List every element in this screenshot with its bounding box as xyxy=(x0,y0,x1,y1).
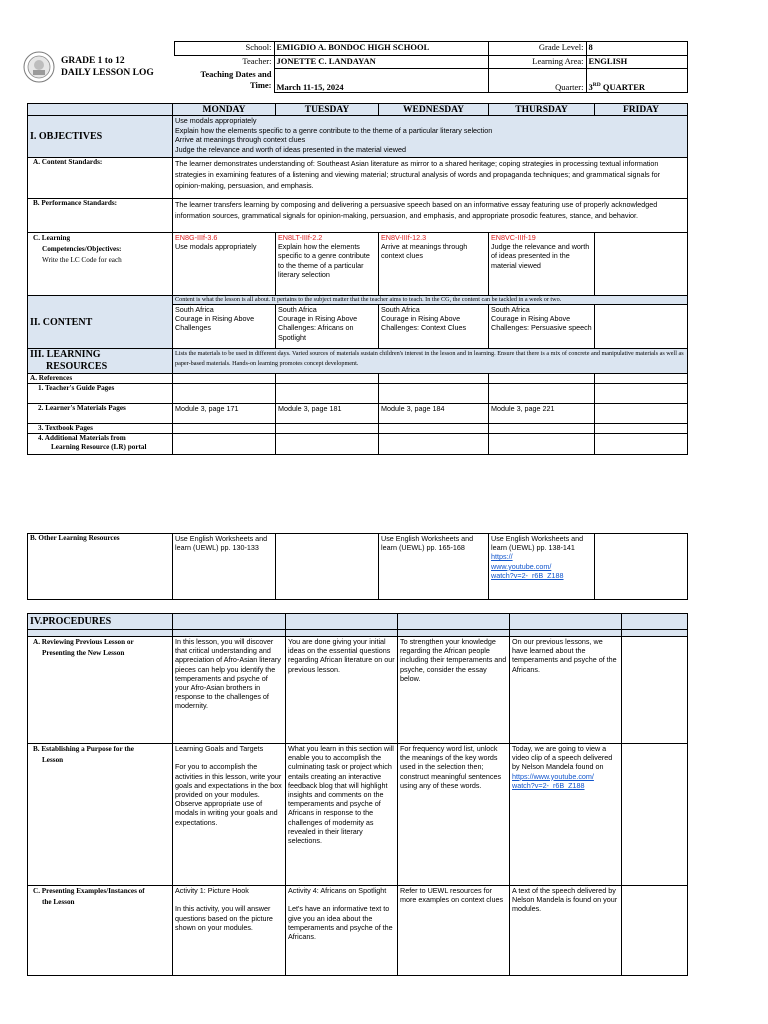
day-header-monday: MONDAY xyxy=(173,104,276,116)
purpose-thursday xyxy=(510,744,622,886)
quarter-suffix: RD xyxy=(592,81,601,88)
examples-friday xyxy=(622,886,688,976)
competencies-label-line3: Write the LC Code for each xyxy=(42,256,122,264)
content-wednesday: South Africa Courage in Rising Above Challenges: Context Clues xyxy=(379,305,489,349)
other-wednesday: Use English Worksheets and learn (UEWL) pp. 165-168 xyxy=(379,534,489,600)
school-label: School: xyxy=(174,42,274,56)
objectives-text xyxy=(173,116,688,158)
purpose-tuesday: What you learn in this section will enable you to accomplish the culminating task or project which entails creating an interactive feedback blog that will highlight insights and comments on the temperaments and psyche of Africans in response to the challenges of modernity as revealed in their literary selections. xyxy=(286,744,398,886)
quarter-number: 3 xyxy=(588,81,593,92)
mandela-video-link[interactable]: https://www.youtube.com/ watch?v=2-_r6B_Z188 xyxy=(512,771,594,790)
competency-friday xyxy=(595,233,688,296)
presenting-examples-label xyxy=(28,886,173,976)
school-value: EMIGDIO A. BONDOC HIGH SCHOOL xyxy=(274,42,488,56)
day-header-tuesday: TUESDAY xyxy=(276,104,379,116)
purpose-thursday-text: Today, we are going to view a video clip of a speech delivered by Nelson Mandela found on xyxy=(512,744,613,772)
title-daily-lesson-log: DAILY LESSON LOG xyxy=(61,68,154,78)
other-friday xyxy=(595,534,688,600)
reviewing-lesson-label-line1: A. Reviewing Previous Lesson or xyxy=(33,638,134,646)
competency-text: Explain how the elements specific to a genre contribute to the theme of a particular literary selection xyxy=(278,242,370,279)
learning-resources-label-line2: RESOURCES xyxy=(46,361,108,372)
day-header-friday: FRIDAY xyxy=(595,104,688,116)
quarter-word: QUARTER xyxy=(600,81,646,92)
learning-area-value: ENGLISH xyxy=(586,56,687,69)
textbook-pages-label: 3. Textbook Pages xyxy=(28,424,173,434)
competencies-label-line2: Competencies/Objectives: xyxy=(42,245,122,253)
content-note: Content is what the lesson is all about. It pertains to the subject matter that the teacher aims to teach. In the CG, the content can be tackled in a week or two. xyxy=(173,296,688,305)
competency-text: Judge the relevance and worth of ideas presented in the material viewed xyxy=(491,242,590,270)
other-thursday-text: Use English Worksheets and learn (UEWL) pp. 138-141 xyxy=(491,534,584,553)
establishing-purpose-label-line1: B. Establishing a Purpose for the xyxy=(33,745,134,753)
performance-standards-text: The learner transfers learning by composing and delivering a persuasive speech based on an informative essay featuring use of properly acknowledged information sources, grammatical signals for opinion-making, persuasion, and emphasis, and appropriate prosodic features, stance, and behavior. xyxy=(173,199,688,233)
performance-standards-label: B. Performance Standards: xyxy=(28,199,173,233)
review-tuesday: You are done giving your initial ideas on the essential questions regarding African literature on our previous lesson. xyxy=(286,637,398,744)
review-thursday: On our previous lessons, we have learned about the temperaments and psyche of the Africans. xyxy=(510,637,622,744)
content-standards-text: The learner demonstrates understanding of: Southeast Asian literature as mirror to a shared heritage; coping strategies in processing textual information strategies in examining features of a listening and viewing material; structural analysis of words and propaganda techniques; and grammatical signals for opinion-making, persuasion, and emphasis. xyxy=(173,158,688,199)
lc-code: EN8V-IIIf-12.3 xyxy=(381,233,427,242)
quarter-value xyxy=(586,69,687,93)
competency-wednesday xyxy=(379,233,489,296)
objectives-label: I. OBJECTIVES xyxy=(28,116,173,158)
grade-level-label: Grade Level: xyxy=(488,42,586,56)
objective-line: Explain how the elements specific to a genre contribute to the theme of a particular literary selection xyxy=(175,125,493,135)
purpose-wednesday: For frequency word list, unlock the meanings of the key words used in the selection then; construct meaningful sentences using any of these words. xyxy=(398,744,510,886)
days-header-blank xyxy=(28,104,173,116)
review-wednesday: To strengthen your knowledge regarding the African people including their temperaments and psyche, consider the essay below. xyxy=(398,637,510,744)
purpose-friday xyxy=(622,744,688,886)
teaching-dates-label xyxy=(174,69,274,93)
content-friday xyxy=(595,305,688,349)
quarter-label: Quarter: xyxy=(488,69,586,93)
lm-friday xyxy=(595,404,688,424)
learning-area-label: Learning Area: xyxy=(488,56,586,69)
teaching-dates-label-line1: Teaching Dates and xyxy=(200,68,272,79)
lm-wednesday: Module 3, page 184 xyxy=(379,404,489,424)
content-standards-label: A. Content Standards: xyxy=(28,158,173,199)
presenting-examples-label-line2: the Lesson xyxy=(42,898,75,906)
logo-cell xyxy=(23,42,174,93)
procedures-table xyxy=(27,613,688,976)
additional-materials-line2: Learning Resource (LR) portal xyxy=(51,443,147,451)
resources-note: Lists the materials to be used in different days. Varied sources of materials sustain children's interest in the lesson and in learning. Ensure that there is a mix of concrete and manipulative materials as well as paper-based materials. Hands-on learning promotes concept development. xyxy=(173,349,688,374)
establishing-purpose-label-line2: Lesson xyxy=(42,756,64,764)
deped-seal-icon xyxy=(23,51,55,83)
teaching-dates-label-line2: Time: xyxy=(249,79,272,90)
objective-line: Arrive at meanings through context clues xyxy=(175,135,306,144)
learning-resources-label xyxy=(28,349,173,374)
examples-monday: Activity 1: Picture Hook In this activity, you will answer questions based on the picture shown on your modules. xyxy=(173,886,286,976)
other-tuesday xyxy=(276,534,379,600)
content-thursday: South Africa Courage in Rising Above Challenges: Persuasive speech xyxy=(489,305,595,349)
learners-materials-label: 2. Learner's Materials Pages xyxy=(28,404,173,424)
youtube-link[interactable]: https:// www.youtube.com/ watch?v=2-_r6B_Z188 xyxy=(491,552,564,580)
competency-text: Arrive at meanings through context clues xyxy=(381,242,468,261)
teaching-dates-value: March 11-15, 2024 xyxy=(274,69,488,93)
competencies-label xyxy=(28,233,173,296)
content-monday: South Africa Courage in Rising Above Challenges xyxy=(173,305,276,349)
examples-thursday: A text of the speech delivered by Nelson Mandela is found on your modules. xyxy=(510,886,622,976)
other-thursday xyxy=(489,534,595,600)
lm-thursday: Module 3, page 221 xyxy=(489,404,595,424)
teacher-value: JONETTE C. LANDAYAN xyxy=(274,56,488,69)
competency-thursday xyxy=(489,233,595,296)
reviewing-lesson-label xyxy=(28,637,173,744)
content-label: II. CONTENT xyxy=(28,296,173,349)
other-monday: Use English Worksheets and learn (UEWL) pp. 130-133 xyxy=(173,534,276,600)
objective-line: Judge the relevance and worth of ideas presented in the material viewed xyxy=(175,144,406,154)
lc-code: EN8VC-IIIf-19 xyxy=(491,233,536,242)
additional-materials-label xyxy=(28,434,173,455)
header-table xyxy=(23,41,688,93)
competency-monday xyxy=(173,233,276,296)
content-tuesday: South Africa Courage in Rising Above Challenges: Africans on Spotlight xyxy=(276,305,379,349)
day-header-thursday: THURSDAY xyxy=(489,104,595,116)
lm-tuesday: Module 3, page 181 xyxy=(276,404,379,424)
lc-code: EN8G-IIIf-3.6 xyxy=(175,233,218,242)
learning-resources-label-line1: III. LEARNING xyxy=(30,349,101,360)
review-monday: In this lesson, you will discover that critical understanding and appreciation of Afro-Asian literary pieces can help you identify the temperaments and psyche of your Afro-Asian brothers in response to the challenges of modernity. xyxy=(173,637,286,744)
other-resources-table xyxy=(27,533,688,600)
examples-wednesday: Refer to UEWL resources for more examples on context clues xyxy=(398,886,510,976)
reviewing-lesson-label-line2: Presenting the New Lesson xyxy=(42,649,125,657)
procedures-label: IV.PROCEDURES xyxy=(28,614,173,630)
objective-line: Use modals appropriately xyxy=(175,116,257,125)
grade-level-value: 8 xyxy=(586,42,687,56)
teachers-guide-label: 1. Teacher's Guide Pages xyxy=(28,384,173,404)
teacher-label: Teacher: xyxy=(242,56,272,66)
establishing-purpose-label xyxy=(28,744,173,886)
review-friday xyxy=(622,637,688,744)
examples-tuesday: Activity 4: Africans on Spotlight Let's have an informative text to give you an idea about the temperaments and psyche of the Africans. xyxy=(286,886,398,976)
title-grade-range: GRADE 1 to 12 xyxy=(61,56,125,66)
main-table xyxy=(27,103,688,455)
day-header-wednesday: WEDNESDAY xyxy=(379,104,489,116)
competencies-label-line1: C. Learning xyxy=(33,234,71,242)
competency-tuesday xyxy=(276,233,379,296)
competency-text: Use modals appropriately xyxy=(175,242,257,252)
lc-code: EN8LT-IIIf-2.2 xyxy=(278,233,323,242)
other-resources-label: B. Other Learning Resources xyxy=(28,534,173,600)
additional-materials-line1: 4. Additional Materials from xyxy=(38,434,126,442)
purpose-monday: Learning Goals and Targets For you to accomplish the activities in this lesson, write your goals and expectations in the box provided on your modules. Observe appropriate use of modals in writing your goals and expectations. xyxy=(173,744,286,886)
presenting-examples-label-line1: C. Presenting Examples/Instances of xyxy=(33,887,145,895)
lm-monday: Module 3, page 171 xyxy=(173,404,276,424)
references-label: A. References xyxy=(28,374,173,384)
